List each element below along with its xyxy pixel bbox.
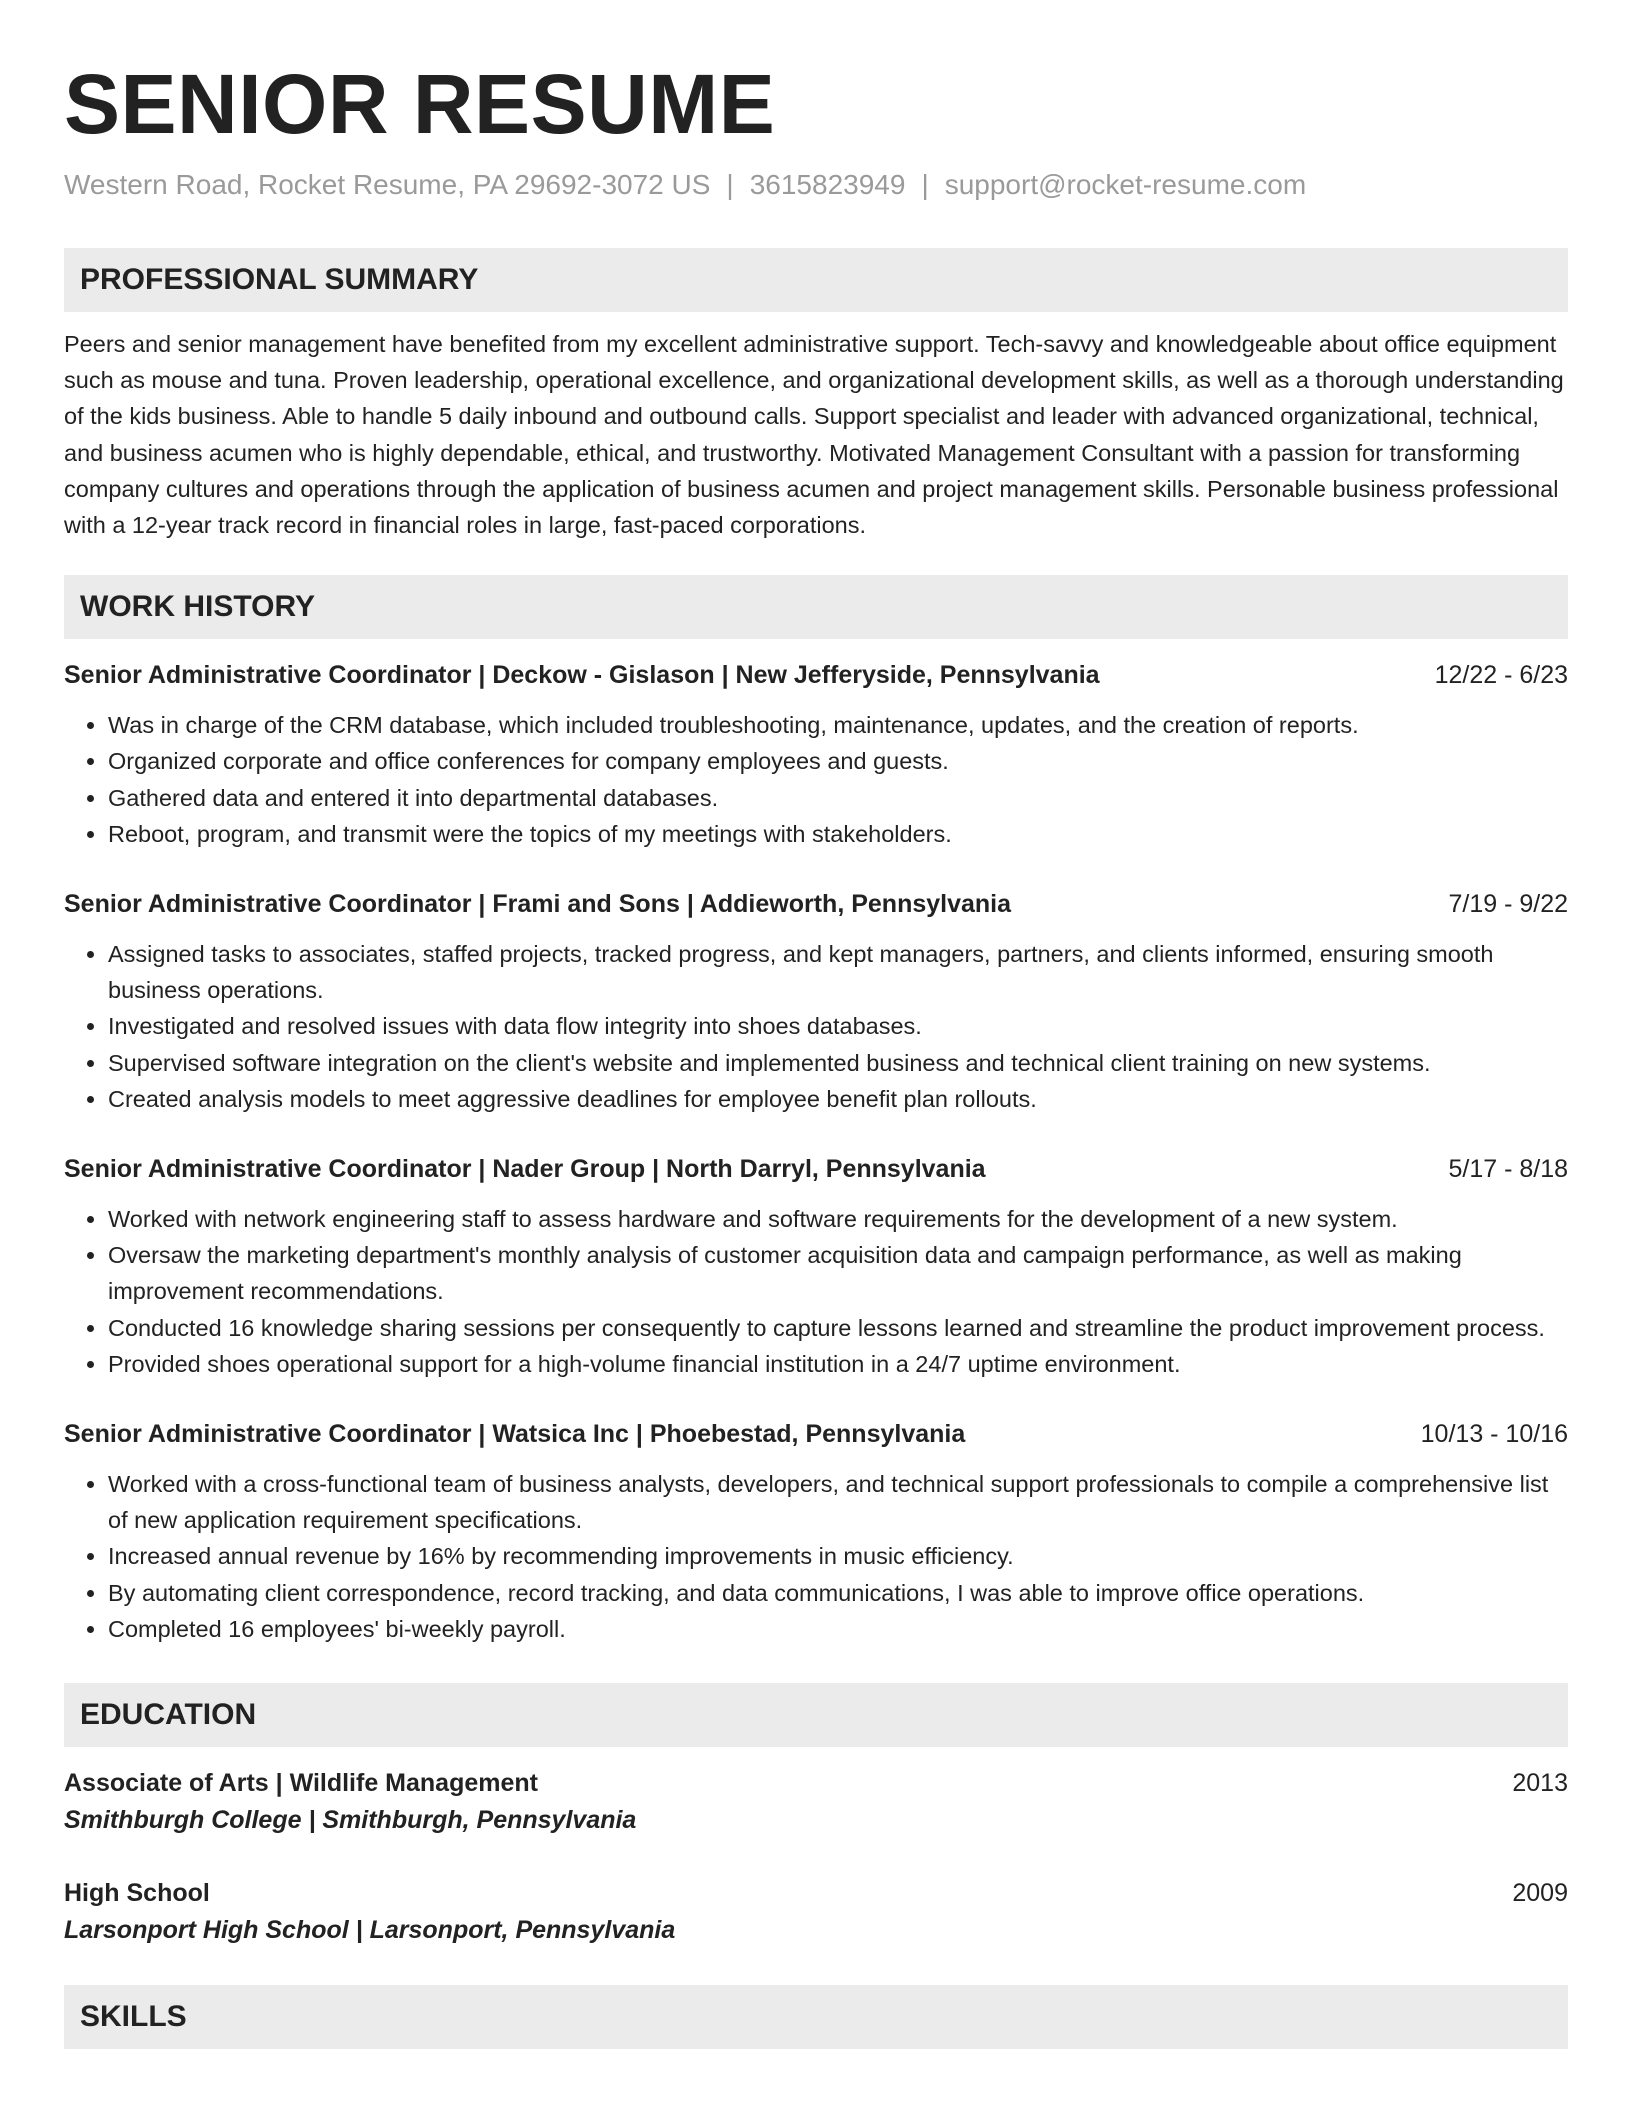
job-bullet: • Was in charge of the CRM database, which included troubleshooting, maintenance, updates, and the creation of reports. (108, 707, 1568, 743)
job-bullet: • Organized corporate and office conferences for company employees and guests. (108, 743, 1568, 779)
job-bullet: • Assigned tasks to associates, staffed projects, tracked progress, and kept managers, partners, and clients informed, ensuring smooth business operations. (108, 936, 1568, 1008)
job-entry (64, 886, 1568, 1117)
job-bullet: • Gathered data and entered it into departmental databases. (108, 780, 1568, 816)
job-title: Senior Administrative Coordinator | Watsica Inc | Phoebestad, Pennsylvania (64, 1420, 966, 1449)
job-title: Senior Administrative Coordinator | Nader Group | North Darryl, Pennsylvania (64, 1155, 986, 1184)
job-bullets (64, 707, 1568, 852)
section-heading-work-history: WORK HISTORY (64, 575, 1568, 639)
contact-email: support@rocket-resume.com (944, 169, 1307, 200)
job-bullet: • Oversaw the marketing department's monthly analysis of customer acquisition data and campaign performance, as well as making improvement recommendations. (108, 1237, 1568, 1309)
contact-address: Western Road, Rocket Resume, PA 29692-3072 US (64, 169, 711, 200)
job-dates: 7/19 - 9/22 (1448, 890, 1568, 919)
education-header (64, 1875, 1568, 1911)
job-header (64, 1416, 1568, 1452)
job-header (64, 1151, 1568, 1187)
education-year: 2009 (1512, 1879, 1568, 1908)
job-bullets (64, 936, 1568, 1117)
job-title: Senior Administrative Coordinator | Deckow - Gislason | New Jefferyside, Pennsylvania (64, 661, 1100, 690)
education-school: Smithburgh College | Smithburgh, Pennsylvania (64, 1806, 637, 1835)
job-bullets (64, 1466, 1568, 1647)
resume-name: SENIOR RESUME (64, 57, 776, 151)
job-bullet: • Worked with a cross-functional team of business analysts, developers, and technical support professionals to compile a comprehensive list of new application requirement specifications. (108, 1466, 1568, 1538)
summary-text: Peers and senior management have benefited from my excellent administrative support. Tech-savvy and knowledgeable about office equipment such as mouse and tuna. Proven leadership, operational excellence, and organizational development skills, as well as a thorough understanding of the kids business. Able to handle 5 daily inbound and outbound calls. Support specialist and leader with advanced organizational, technical, and business acumen who is highly dependable, ethical, and trustworthy. Motivated Management Consultant with a passion for transforming company cultures and operations through the application of business acumen and project management skills. Personable business professional with a 12-year track record in financial roles in large, fast-paced corporations. (64, 331, 1564, 539)
education-degree: High School (64, 1879, 210, 1908)
job-bullet: • Reboot, program, and transmit were the topics of my meetings with stakeholders. (108, 816, 1568, 852)
section-heading-education: EDUCATION (64, 1683, 1568, 1747)
education-year: 2013 (1512, 1769, 1568, 1798)
job-bullet: • Provided shoes operational support for a high-volume financial institution in a 24/7 uptime environment. (108, 1346, 1568, 1382)
education-entry (64, 1765, 1568, 1839)
job-dates: 10/13 - 10/16 (1420, 1420, 1568, 1449)
job-bullet: • Investigated and resolved issues with data flow integrity into shoes databases. (108, 1008, 1568, 1044)
education-header (64, 1765, 1568, 1801)
contact-separator: | (921, 169, 929, 200)
job-bullet: • Created analysis models to meet aggressive deadlines for employee benefit plan rollouts. (108, 1081, 1568, 1117)
job-bullet: • Worked with network engineering staff to assess hardware and software requirements for the development of a new system. (108, 1201, 1568, 1237)
job-entry (64, 1151, 1568, 1382)
contact-line (64, 168, 1568, 202)
job-entry (64, 657, 1568, 852)
education-school: Larsonport High School | Larsonport, Pennsylvania (64, 1916, 676, 1945)
job-entry (64, 1416, 1568, 1647)
job-bullet: • Completed 16 employees' bi-weekly payroll. (108, 1611, 1568, 1647)
job-bullet: • Conducted 16 knowledge sharing sessions per consequently to capture lessons learned and streamline the product improvement process. (108, 1310, 1568, 1346)
job-bullet: • Increased annual revenue by 16% by recommending improvements in music efficiency. (108, 1538, 1568, 1574)
job-header (64, 657, 1568, 693)
job-dates: 12/22 - 6/23 (1434, 661, 1568, 690)
resume-page (64, 58, 1568, 2049)
job-bullets (64, 1201, 1568, 1382)
job-dates: 5/17 - 8/18 (1448, 1155, 1568, 1184)
education-entry (64, 1875, 1568, 1949)
job-header (64, 886, 1568, 922)
education-degree: Associate of Arts | Wildlife Management (64, 1769, 538, 1798)
section-heading-skills: SKILLS (64, 1985, 1568, 2049)
contact-separator: | (726, 169, 734, 200)
job-title: Senior Administrative Coordinator | Frami and Sons | Addieworth, Pennsylvania (64, 890, 1012, 919)
contact-phone: 3615823949 (749, 169, 906, 200)
job-bullet: • Supervised software integration on the client's website and implemented business and technical client training on new systems. (108, 1045, 1568, 1081)
section-heading-summary: PROFESSIONAL SUMMARY (64, 248, 1568, 312)
job-bullet: • By automating client correspondence, record tracking, and data communications, I was able to improve office operations. (108, 1575, 1568, 1611)
